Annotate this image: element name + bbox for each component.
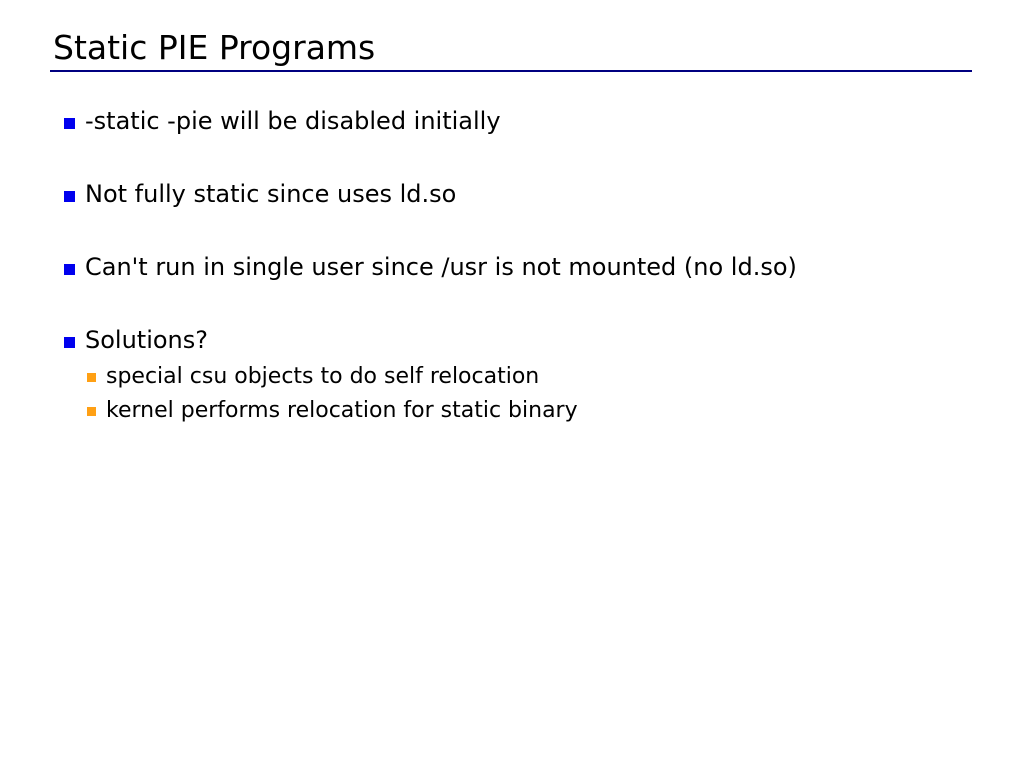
sub-bullet-list <box>87 360 984 428</box>
sub-bullet-text: kernel performs relocation for static binary <box>106 398 578 423</box>
bullet-text: -static -pie will be disabled initially <box>85 107 501 135</box>
list-item <box>0 325 984 428</box>
orange-square-bullet-icon <box>87 373 96 382</box>
blue-square-bullet-icon <box>64 337 75 348</box>
slide-title: Static PIE Programs <box>53 28 376 67</box>
blue-square-bullet-icon <box>64 118 75 129</box>
blue-square-bullet-icon <box>64 191 75 202</box>
list-item <box>0 179 984 209</box>
sub-list-item <box>87 394 984 428</box>
sub-list-item <box>87 360 984 394</box>
orange-square-bullet-icon <box>87 407 96 416</box>
bullet-text: Can't run in single user since /usr is not mounted (no ld.so) <box>85 253 797 281</box>
bullet-list <box>0 106 1024 428</box>
blue-square-bullet-icon <box>64 264 75 275</box>
title-underline-rule <box>50 70 972 72</box>
list-item <box>0 252 984 282</box>
sub-bullet-text: special csu objects to do self relocation <box>106 364 540 389</box>
bullet-text: Solutions? <box>85 326 209 354</box>
bullet-text: Not fully static since uses ld.so <box>85 180 457 208</box>
list-item <box>0 106 984 136</box>
